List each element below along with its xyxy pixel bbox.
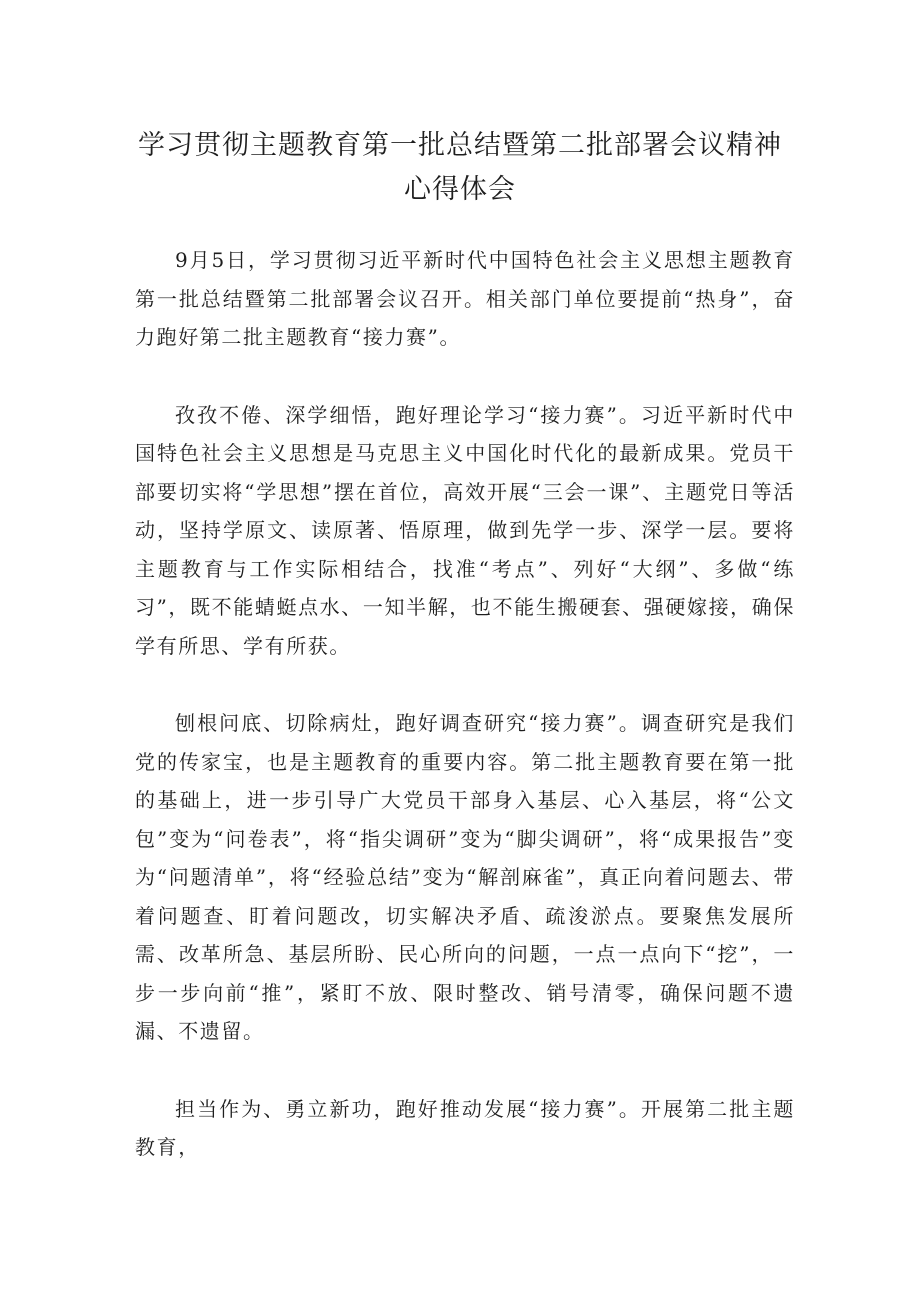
paragraph-development: 担当作为、勇立新功，跑好推动发展“接力赛”。开展第二批主题教育， bbox=[135, 1096, 795, 1159]
paragraph-meeting-intro: 9月5日，学习贯彻习近平新时代中国特色社会主义思想主题教育第一批总结暨第二批部署会议召开。相关部门单位要提前“热身”，奋力跑好第二批主题教育“接力赛”。 bbox=[135, 248, 795, 349]
document-title: 学习贯彻主题教育第一批总结暨第二批部署会议精神心得体会 bbox=[138, 130, 782, 205]
document-body bbox=[135, 241, 795, 1167]
paragraph-investigation: 刨根问底、切除病灶，跑好调查研究“接力赛”。调查研究是我们党的传家宝，也是主题教育的重要内容。第二批主题教育要在第一批的基础上，进一步引导广大党员干部身入基层、心入基层，将“公文包”变为“问卷表”，将“指尖调研”变为“脚尖调研”，将“成果报告”变为“问题清单”，将“经验总结”变为“解剖麻雀”，真正向着问题去、带着问题查、盯着问题改，切实解决矛盾、疏浚淤点。要聚焦发展所需、改革所急、基层所盼、民心所向的问题，一点一点向下“挖”，一步一步向前“推”，紧盯不放、限时整改、销号清零，确保问题不遗漏、不遗留。 bbox=[135, 711, 795, 1043]
paragraph-theory-study: 孜孜不倦、深学细悟，跑好理论学习“接力赛”。习近平新时代中国特色社会主义思想是马克思主义中国化时代化的最新成果。党员干部要切实将“学思想”摆在首位，高效开展“三会一课”、主题党日等活动，坚持学原文、读原著、悟原理，做到先学一步、深学一层。要将主题教育与工作实际相结合，找准“考点”、列好“大纲”、多做“练习”，既不能蜻蜓点水、一知半解，也不能生搬硬套、强硬嫁接，确保学有所思、学有所获。 bbox=[135, 402, 795, 658]
